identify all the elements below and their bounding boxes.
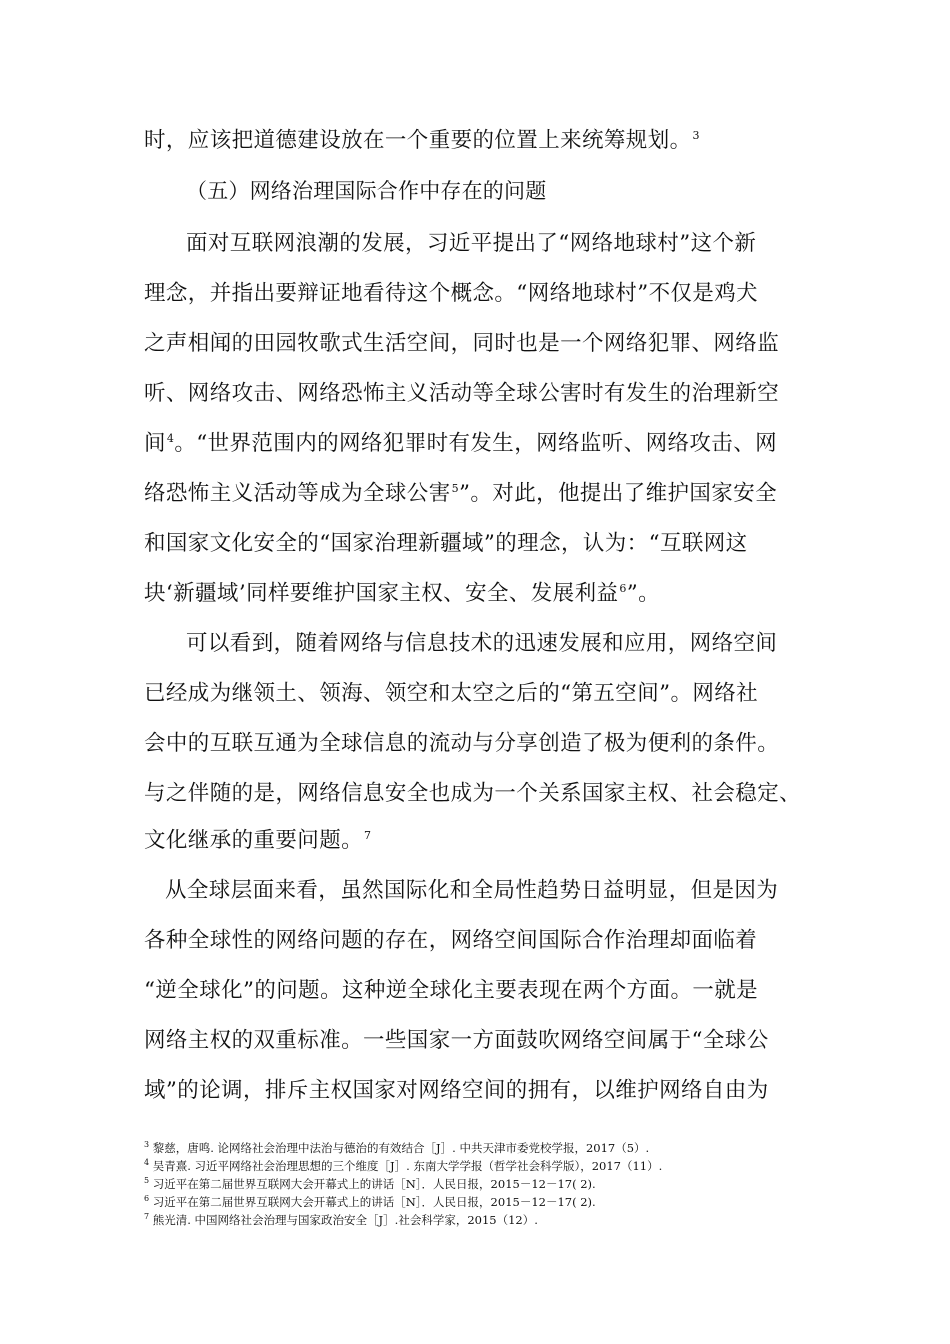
text-run: 时，应该把道德建设放在一个重要的位置上来统筹规划。: [144, 128, 692, 153]
body-line: 和国家文化安全的“国家治理新疆域”的理念，认为：“互联网这: [144, 531, 748, 556]
body-line: 理念，并指出要辩证地看待这个概念。“网络地球村”不仅是鸡犬: [144, 281, 759, 306]
footnote-text: 黎慈，唐鸣. 论网络社会治理中法治与德治的有效结合［J］. 中共天津市委党校学报，2017（5）.: [152, 1141, 650, 1155]
body-line: [144, 579, 844, 609]
text-run: 文化继承的重要问题。: [144, 828, 364, 853]
footnote: [144, 1140, 844, 1156]
footnote-text: 习近平在第二届世界互联网大会开幕式上的讲话［N］．人民日报，2015－12－17( 2).: [152, 1195, 596, 1209]
body-line: 之声相闻的田园牧歌式生活空间，同时也是一个网络犯罪、网络监: [144, 331, 780, 356]
footnote-text: 吴青熹. 习近平网络社会治理思想的三个维度［J］. 东南大学学报（哲学社会科学版），2017（11）.: [152, 1159, 663, 1173]
footnote-ref[interactable]: 4: [166, 431, 175, 445]
footnote: [144, 1212, 844, 1228]
footnote-ref[interactable]: 3: [692, 128, 700, 142]
footnote: [144, 1176, 844, 1192]
footnote-ref[interactable]: 5: [451, 481, 460, 495]
body-line: [144, 126, 844, 156]
body-line: 听、网络攻击、网络恐怖主义活动等全球公害时有发生的治理新空: [144, 381, 780, 406]
body-line: “逆全球化”的问题。这种逆全球化主要表现在两个方面。一就是: [144, 978, 759, 1003]
body-line: 从全球层面来看，虽然国际化和全局性趋势日益明显，但是因为: [165, 878, 779, 903]
footnote-mark: 3: [144, 1140, 150, 1150]
footnote-ref[interactable]: 6: [619, 581, 627, 595]
footnote-mark: 4: [144, 1158, 150, 1168]
body-line: [144, 429, 844, 459]
body-line: 各种全球性的网络问题的存在，网络空间国际合作治理却面临着: [144, 928, 758, 953]
body-line: 可以看到，随着网络与信息技术的迅速发展和应用，网络空间: [186, 631, 778, 656]
footnote-mark: 5: [144, 1176, 150, 1186]
footnote: [144, 1158, 844, 1174]
section-heading: （五）网络治理国际合作中存在的问题: [186, 179, 547, 203]
body-line: 网络主权的双重标准。一些国家一方面鼓吹网络空间属于“全球公: [144, 1028, 769, 1053]
body-line: 已经成为继领土、领海、领空和太空之后的“第五空间”。网络社: [144, 681, 759, 706]
body-line: 面对互联网浪潮的发展，习近平提出了“网络地球村”这个新: [186, 231, 757, 256]
body-line: [144, 479, 844, 509]
text-run: ”。对此，他提出了维护国家安全: [459, 481, 778, 506]
footnote-mark: 7: [144, 1212, 150, 1222]
body-line: 会中的互联互通为全球信息的流动与分享创造了极为便利的条件。: [144, 731, 780, 756]
footnote-text: 熊光清. 中国网络社会治理与国家政治安全［J］.社会科学家，2015（12）.: [152, 1213, 538, 1227]
text-run: 。“世界范围内的网络犯罪时有发生，网络监听、网络攻击、网: [174, 431, 778, 456]
text-run: 络恐怖主义活动等成为全球公害: [144, 481, 451, 506]
body-line: [144, 826, 844, 856]
body-line: 与之伴随的是，网络信息安全也成为一个关系国家主权、社会稳定、: [144, 781, 802, 806]
footnote-mark: 6: [144, 1194, 150, 1204]
text-run: ”。: [626, 581, 661, 606]
text-run: 块‘新疆域’同样要维护国家主权、安全、发展利益: [144, 581, 619, 606]
text-run: 间: [144, 431, 166, 456]
body-line: 域”的论调，排斥主权国家对网络空间的拥有，以维护网络自由为: [144, 1078, 769, 1103]
footnote-ref[interactable]: 7: [364, 828, 372, 842]
footnote: [144, 1194, 844, 1210]
footnote-text: 习近平在第二届世界互联网大会开幕式上的讲话［N］．人民日报，2015－12－17( 2).: [152, 1177, 596, 1191]
